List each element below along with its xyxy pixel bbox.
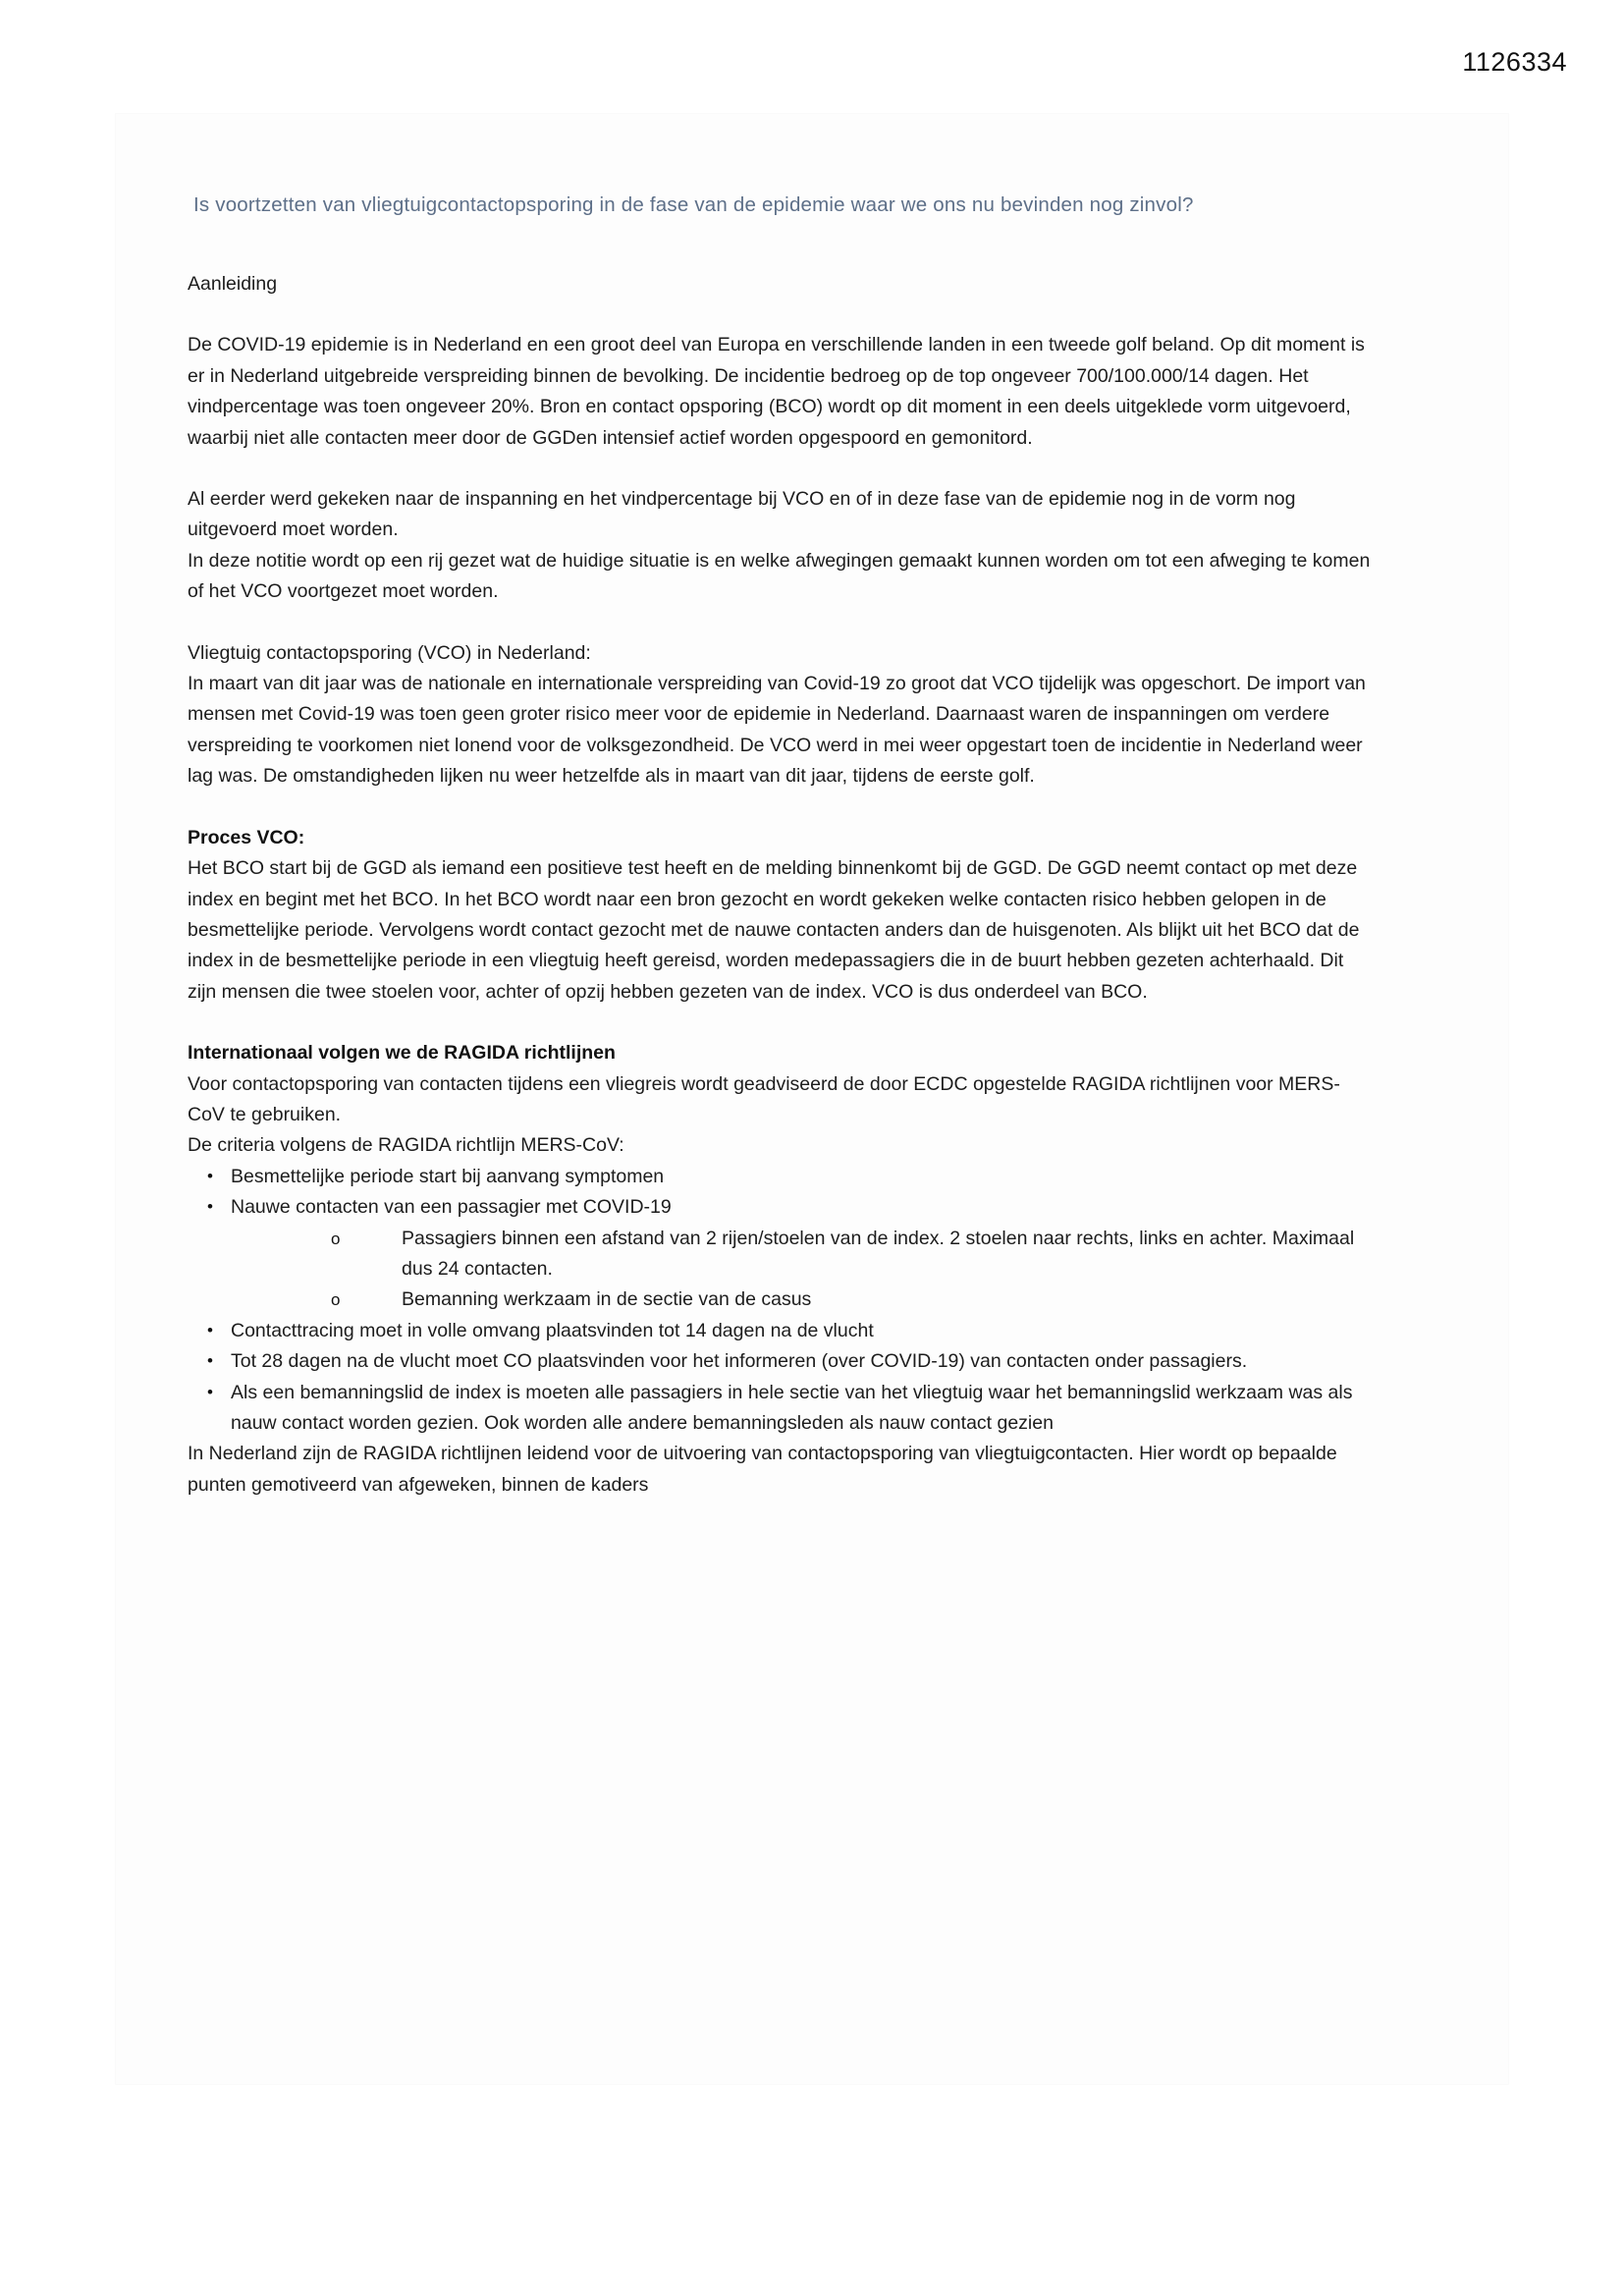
paragraph-proces-vco-1: Het BCO start bij de GGD als iemand een positieve test heeft en de melding binnenkomt bij de GGD. De GGD neemt contact op met deze index en begint met het BCO. In het BCO wordt naar een bron gezocht en wordt gekeken welke contacten risico hebben gelopen in de besmettelijke periode. Vervolgens wordt contact gezocht met de nauwe contacten anders dan de huisgenoten. Als blijkt uit het BCO dat de index in de besmettelijke periode in een vliegtuig heeft gereisd, worden medepassagiers die in de buurt hebben gezeten achterhaald. Dit zijn mensen die twee stoelen voor, achter of opzij hebben gezeten van de index. VCO is dus onderdeel van BCO. bbox=[188, 857, 1360, 1003]
list-item bbox=[204, 1378, 1376, 1440]
sub-list bbox=[188, 1224, 1376, 1316]
list-item-label: Tot 28 dagen na de vlucht moet CO plaatsvinden voor het informeren (over COVID-19) van contacten onder passagiers. bbox=[231, 1350, 1248, 1373]
ragida-criteria-list bbox=[188, 1162, 1376, 1440]
sub-list-item-label: Passagiers binnen een afstand van 2 rijen/stoelen van de index. 2 stoelen naar rechts, links en achter. Maximaal dus 24 contacten. bbox=[402, 1227, 1355, 1280]
bullet-dot-icon: • bbox=[207, 1382, 213, 1401]
list-item-label: Contacttracing moet in volle omvang plaatsvinden tot 14 dagen na de vlucht bbox=[231, 1319, 874, 1341]
ragida-criteria-intro: De criteria volgens de RAGIDA richtlijn MERS-CoV: bbox=[188, 1134, 624, 1157]
bullet-dot-icon: • bbox=[207, 1351, 213, 1371]
spacer bbox=[188, 220, 1376, 269]
scanned-page-area bbox=[116, 114, 1508, 2084]
heading-ragida: Internationaal volgen we de RAGIDA richtlijnen bbox=[188, 1042, 616, 1065]
page-title: Is voortzetten van vliegtuigcontactopsporing in de fase van de epidemie waar we ons nu bevinden nog zinvol? bbox=[193, 193, 1194, 216]
heading-proces-vco: Proces VCO: bbox=[188, 826, 305, 848]
spacer bbox=[188, 608, 1376, 638]
list-item bbox=[204, 1316, 1376, 1346]
bullet-circle-icon: o bbox=[331, 1290, 341, 1310]
paragraph-vco-nederland-1: In maart van dit jaar was de nationale en internationale verspreiding van Covid-19 zo groot dat VCO tijdelijk was opgeschort. De import van mensen met Covid-19 was toen geen groter risico meer voor de epidemie in Nederland. Daarnaast waren de inspanningen om verdere verspreiding te voorkomen niet lonend voor de volksgezondheid. De VCO werd in mei weer opgestart toen de incidentie in Nederland weer lag was. De omstandigheden lijken nu weer hetzelfde als in maart van dit jaar, tijdens de eerste golf. bbox=[188, 673, 1366, 788]
spacer bbox=[188, 300, 1376, 330]
spacer bbox=[188, 1008, 1376, 1038]
sub-list-item bbox=[331, 1224, 1376, 1285]
list-item bbox=[204, 1162, 1376, 1192]
sub-list-item-label: Bemanning werkzaam in de sectie van de casus bbox=[402, 1288, 812, 1311]
bullet-circle-icon: o bbox=[331, 1229, 341, 1248]
document-id-stamp: 1126334 bbox=[1462, 47, 1567, 77]
spacer bbox=[188, 793, 1376, 823]
heading-aanleiding: Aanleiding bbox=[188, 273, 278, 295]
list-item bbox=[204, 1192, 1376, 1223]
document-body bbox=[188, 190, 1376, 1501]
bullet-dot-icon: • bbox=[207, 1166, 213, 1185]
list-item-label: Nauwe contacten van een passagier met COVID-19 bbox=[231, 1196, 672, 1219]
paragraph-aanleiding-2: Al eerder werd gekeken naar de inspanning en het vindpercentage bij VCO en of in deze fase van de epidemie nog in de vorm nog uitgevoerd moet worden. bbox=[188, 488, 1296, 541]
paragraph-aanleiding-3: In deze notitie wordt op een rij gezet wat de huidige situatie is en welke afwegingen gemaakt kunnen worden om tot een afweging te komen of het VCO voortgezet moet worden. bbox=[188, 549, 1371, 603]
paragraph-ragida-closing: In Nederland zijn de RAGIDA richtlijnen leidend voor de uitvoering van contactopsporing van vliegtuigcontacten. Hier wordt op bepaalde punten gemotiveerd van afgeweken, binnen de kaders bbox=[188, 1443, 1337, 1496]
paragraph-aanleiding-1: De COVID-19 epidemie is in Nederland en een groot deel van Europa en verschillende landen in een tweede golf beland. Op dit moment is er in Nederland uitgebreide verspreiding binnen de bevolking. De incidentie bedroeg op de top ongeveer 700/100.000/14 dagen. Het vindpercentage was toen ongeveer 20%. Bron en contact opsporing (BCO) wordt op dit moment in een deels uitgeklede vorm uitgevoerd, waarbij niet alle contacten meer door de GGDen intensief actief worden opgespoord en gemonitord. bbox=[188, 334, 1365, 449]
list-item-label: Besmettelijke periode start bij aanvang symptomen bbox=[231, 1165, 665, 1187]
paragraph-ragida-1: Voor contactopsporing van contacten tijdens een vliegreis wordt geadviseerd de door ECDC opgestelde RAGIDA richtlijnen voor MERS-CoV te gebruiken. bbox=[188, 1072, 1340, 1125]
list-item-label: Als een bemanningslid de index is moeten alle passagiers in hele sectie van het vliegtuig waar het bemanningslid werkzaam was als nauw contact worden gezien. Ook worden alle andere bemanningsleden als nauw contact gezien bbox=[231, 1381, 1353, 1434]
heading-vco-nederland: Vliegtuig contactopsporing (VCO) in Nederland: bbox=[188, 641, 591, 664]
bullet-dot-icon: • bbox=[207, 1197, 213, 1217]
sub-list-item bbox=[331, 1285, 1376, 1315]
bullet-dot-icon: • bbox=[207, 1320, 213, 1339]
list-item bbox=[204, 1346, 1376, 1377]
spacer bbox=[188, 454, 1376, 484]
